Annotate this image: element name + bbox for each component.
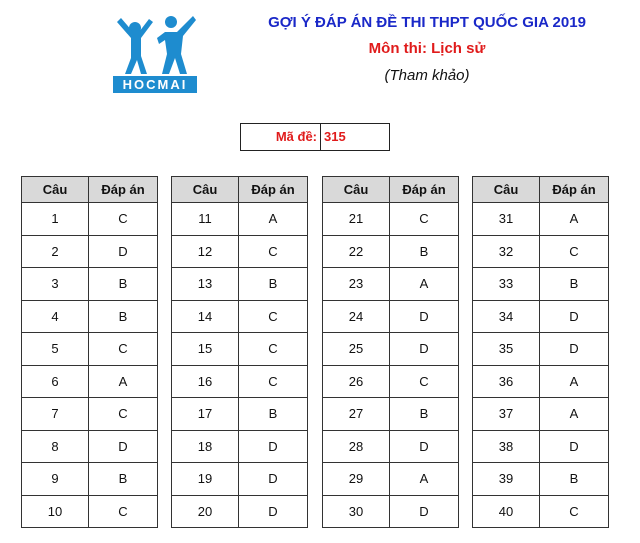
question-number: 23: [323, 268, 390, 301]
question-number: 2: [22, 235, 89, 268]
question-number: 20: [172, 495, 239, 528]
column-header-question: Câu: [323, 177, 390, 203]
answer-letter: C: [239, 300, 308, 333]
question-number: 11: [172, 203, 239, 236]
answer-letter: C: [239, 333, 308, 366]
answer-letter: C: [89, 398, 158, 431]
question-number: 1: [22, 203, 89, 236]
question-number: 32: [473, 235, 540, 268]
question-number: 12: [172, 235, 239, 268]
answer-letter: C: [89, 495, 158, 528]
table-row: [172, 365, 308, 398]
answer-letter: D: [390, 495, 459, 528]
answer-letter: A: [390, 268, 459, 301]
question-number: 35: [473, 333, 540, 366]
table-row: [473, 268, 609, 301]
column-header-answer: Đáp án: [89, 177, 158, 203]
answer-letter: D: [239, 463, 308, 496]
question-number: 22: [323, 235, 390, 268]
question-number: 21: [323, 203, 390, 236]
question-number: 36: [473, 365, 540, 398]
table-row: [323, 333, 459, 366]
answer-table: [171, 176, 308, 528]
column-header-question: Câu: [22, 177, 89, 203]
table-row: [323, 463, 459, 496]
table-row: [22, 398, 158, 431]
answer-table: [472, 176, 609, 528]
logo-text: HOCMAI: [113, 76, 197, 93]
table-row: [473, 300, 609, 333]
answer-letter: C: [239, 365, 308, 398]
question-number: 38: [473, 430, 540, 463]
answer-letter: A: [540, 398, 609, 431]
table-row: [323, 398, 459, 431]
table-row: [473, 463, 609, 496]
answer-letter: D: [540, 300, 609, 333]
table-row: [473, 365, 609, 398]
table-row: [323, 235, 459, 268]
answer-letter: C: [540, 495, 609, 528]
answer-letter: A: [89, 365, 158, 398]
table-row: [172, 398, 308, 431]
table-row: [172, 495, 308, 528]
answer-letter: C: [239, 235, 308, 268]
table-row: [172, 333, 308, 366]
question-number: 7: [22, 398, 89, 431]
answer-letter: A: [390, 463, 459, 496]
question-number: 40: [473, 495, 540, 528]
exam-code-label: Mã đề:: [241, 124, 321, 150]
table-row: [323, 268, 459, 301]
question-number: 33: [473, 268, 540, 301]
table-row: [473, 203, 609, 236]
answer-letter: B: [390, 398, 459, 431]
answer-letter: C: [390, 365, 459, 398]
hocmai-logo: [113, 14, 197, 96]
table-row: [323, 300, 459, 333]
answer-letter: B: [390, 235, 459, 268]
answer-letter: D: [89, 235, 158, 268]
table-row: [473, 235, 609, 268]
answer-letter: B: [540, 268, 609, 301]
answer-letter: B: [89, 300, 158, 333]
column-header-answer: Đáp án: [540, 177, 609, 203]
exam-code-value: 315: [324, 129, 346, 144]
table-row: [473, 333, 609, 366]
table-row: [172, 203, 308, 236]
subject-title: Môn thi: Lịch sử: [368, 40, 486, 57]
column-header-question: Câu: [473, 177, 540, 203]
question-number: 15: [172, 333, 239, 366]
table-row: [22, 430, 158, 463]
question-number: 4: [22, 300, 89, 333]
question-number: 30: [323, 495, 390, 528]
table-row: [473, 495, 609, 528]
table-row: [473, 430, 609, 463]
question-number: 28: [323, 430, 390, 463]
column-header-answer: Đáp án: [390, 177, 459, 203]
question-number: 6: [22, 365, 89, 398]
answer-letter: A: [540, 365, 609, 398]
question-number: 13: [172, 268, 239, 301]
answer-letter: C: [89, 333, 158, 366]
table-row: [172, 430, 308, 463]
answer-table: [21, 176, 158, 528]
answer-letter: A: [239, 203, 308, 236]
question-number: 10: [22, 495, 89, 528]
answer-letter: A: [540, 203, 609, 236]
answer-letter: D: [390, 333, 459, 366]
answer-letter: C: [540, 235, 609, 268]
answer-letter: B: [239, 398, 308, 431]
question-number: 5: [22, 333, 89, 366]
answer-letter: D: [390, 300, 459, 333]
question-number: 34: [473, 300, 540, 333]
answer-letter: D: [390, 430, 459, 463]
question-number: 25: [323, 333, 390, 366]
table-row: [323, 495, 459, 528]
table-row: [172, 300, 308, 333]
answer-letter: D: [89, 430, 158, 463]
table-row: [473, 398, 609, 431]
answer-letter: C: [390, 203, 459, 236]
table-row: [323, 203, 459, 236]
reference-note: (Tham khảo): [384, 67, 470, 84]
table-row: [22, 495, 158, 528]
question-number: 9: [22, 463, 89, 496]
answer-table: [322, 176, 459, 528]
table-row: [22, 333, 158, 366]
table-row: [172, 463, 308, 496]
question-number: 27: [323, 398, 390, 431]
table-row: [323, 365, 459, 398]
answer-letter: D: [540, 430, 609, 463]
table-row: [22, 235, 158, 268]
question-number: 14: [172, 300, 239, 333]
question-number: 31: [473, 203, 540, 236]
answer-letter: B: [89, 463, 158, 496]
answer-letter: B: [540, 463, 609, 496]
people-figures-icon: [113, 14, 197, 76]
column-header-answer: Đáp án: [239, 177, 308, 203]
table-row: [323, 430, 459, 463]
page-title: GỢI Ý ĐÁP ÁN ĐỀ THI THPT QUỐC GIA 2019: [268, 14, 586, 31]
table-row: [172, 235, 308, 268]
column-header-question: Câu: [172, 177, 239, 203]
question-number: 18: [172, 430, 239, 463]
answer-letter: B: [89, 268, 158, 301]
question-number: 8: [22, 430, 89, 463]
question-number: 26: [323, 365, 390, 398]
question-number: 16: [172, 365, 239, 398]
question-number: 3: [22, 268, 89, 301]
question-number: 37: [473, 398, 540, 431]
question-number: 17: [172, 398, 239, 431]
table-row: [22, 300, 158, 333]
question-number: 39: [473, 463, 540, 496]
answer-letter: C: [89, 203, 158, 236]
table-row: [22, 365, 158, 398]
table-row: [22, 463, 158, 496]
question-number: 19: [172, 463, 239, 496]
table-row: [22, 268, 158, 301]
answer-letter: B: [239, 268, 308, 301]
answer-letter: D: [540, 333, 609, 366]
answer-letter: D: [239, 495, 308, 528]
exam-code-box: [240, 123, 390, 151]
table-row: [172, 268, 308, 301]
table-row: [22, 203, 158, 236]
answer-letter: D: [239, 430, 308, 463]
question-number: 29: [323, 463, 390, 496]
question-number: 24: [323, 300, 390, 333]
